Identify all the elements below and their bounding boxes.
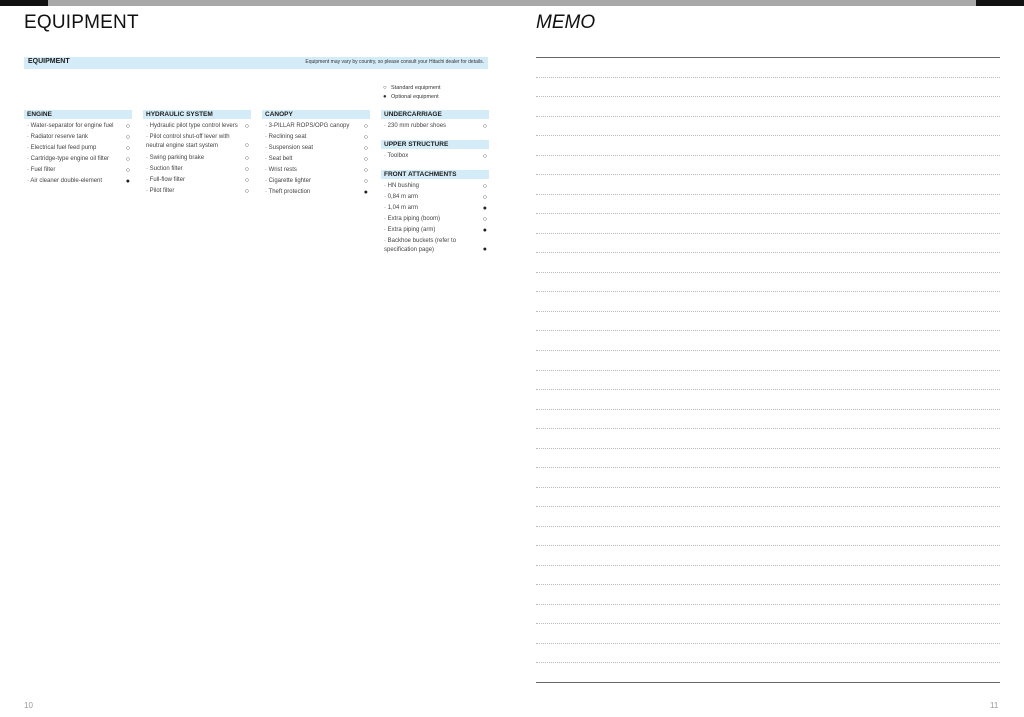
legend-standard-label: Standard equipment <box>391 84 441 91</box>
open-circle-icon: ○ <box>244 155 249 162</box>
section-heading: HYDRAULIC SYSTEM <box>143 110 251 119</box>
equipment-item <box>143 153 251 164</box>
filled-circle-icon: ● <box>383 93 387 100</box>
equipment-item <box>24 132 132 143</box>
equipment-item <box>381 225 489 236</box>
equipment-item <box>381 151 489 162</box>
memo-rule-dotted <box>536 487 1000 488</box>
legend-standard <box>383 83 441 92</box>
open-circle-icon: ○ <box>125 145 130 152</box>
equipment-item-label: · HN bushing <box>384 183 420 189</box>
equipment-item <box>143 164 251 175</box>
top-bar-grey <box>48 0 976 6</box>
memo-rule-dotted <box>536 370 1000 371</box>
memo-rule-dotted <box>536 350 1000 351</box>
memo-rule-dotted <box>536 448 1000 449</box>
equipment-item <box>262 121 370 132</box>
memo-rule-dotted <box>536 155 1000 156</box>
memo-rule-dotted <box>536 194 1000 195</box>
open-circle-icon: ○ <box>363 167 368 174</box>
equipment-item <box>381 181 489 192</box>
memo-rule-dotted <box>536 174 1000 175</box>
equipment-item <box>24 121 132 132</box>
equipment-item-label: · 0,84 m arm <box>384 194 419 200</box>
memo-rule-dotted <box>536 116 1000 117</box>
column-hydraulic <box>143 110 251 197</box>
section-heading: UPPER STRUCTURE <box>381 140 489 149</box>
page-title-equipment: EQUIPMENT <box>24 12 139 33</box>
equipment-item-label: · Wrist rests <box>265 167 297 173</box>
equipment-item-label: · Swing parking brake <box>146 155 205 161</box>
equipment-item <box>381 203 489 214</box>
memo-rule-dotted <box>536 291 1000 292</box>
equipment-item <box>262 165 370 176</box>
equipment-item <box>143 186 251 197</box>
memo-rule-dotted <box>536 565 1000 566</box>
memo-rule-dotted <box>536 545 1000 546</box>
memo-rule-dotted <box>536 584 1000 585</box>
top-color-bar <box>0 0 1024 6</box>
open-circle-icon: ○ <box>383 84 387 91</box>
column-undercarriage-structure-front <box>381 110 489 257</box>
equipment-item-label: · Seat belt <box>265 156 293 162</box>
filled-circle-icon: ● <box>482 205 487 212</box>
equipment-item-label: · Radiator reserve tank <box>27 134 89 140</box>
equipment-item <box>262 187 370 198</box>
open-circle-icon: ○ <box>363 145 368 152</box>
memo-rule-dotted <box>536 252 1000 253</box>
memo-rule-dotted <box>536 643 1000 644</box>
open-circle-icon: ○ <box>363 134 368 141</box>
equipment-item <box>262 132 370 143</box>
section-heading: FRONT ATTACHMENTS <box>381 170 489 179</box>
section-spacer <box>381 162 489 170</box>
open-circle-icon: ○ <box>244 142 249 149</box>
equipment-item <box>24 165 132 176</box>
open-circle-icon: ○ <box>482 123 487 130</box>
legend-optional-label: Optional equipment <box>391 93 439 100</box>
equipment-item <box>143 121 251 132</box>
legend <box>383 83 441 101</box>
equipment-item <box>381 121 489 132</box>
equipment-item-label: · Hydraulic pilot type control levers <box>146 123 238 129</box>
equipment-item-label: · Suspension seat <box>265 145 314 151</box>
equipment-item-label: · Suction filter <box>146 166 183 172</box>
equipment-item <box>143 175 251 186</box>
memo-rule-dotted <box>536 467 1000 468</box>
top-bar-left-dark <box>0 0 48 6</box>
memo-rule-dotted <box>536 311 1000 312</box>
top-bar-right-dark <box>976 0 1024 6</box>
memo-rule-dotted <box>536 604 1000 605</box>
equipment-item-label: · Toolbox <box>384 153 409 159</box>
equipment-item <box>381 214 489 225</box>
equipment-item-label: · Air cleaner double-element <box>27 178 103 184</box>
page-number-right: 11 <box>990 701 999 710</box>
section-heading: UNDERCARRIAGE <box>381 110 489 119</box>
equipment-item <box>24 176 132 187</box>
equipment-banner <box>24 57 488 69</box>
equipment-item <box>24 154 132 165</box>
open-circle-icon: ○ <box>244 177 249 184</box>
equipment-item-label: · Cartridge-type engine oil filter <box>27 156 110 162</box>
open-circle-icon: ○ <box>482 183 487 190</box>
page-title-memo: MEMO <box>536 12 596 33</box>
memo-rule-dotted <box>536 389 1000 390</box>
open-circle-icon: ○ <box>482 216 487 223</box>
equipment-item-label: · Cigarette lighter <box>265 178 312 184</box>
memo-rule-dotted <box>536 96 1000 97</box>
memo-rule-solid <box>536 57 1000 58</box>
equipment-item-label: · 230 mm rubber shoes <box>384 123 447 129</box>
memo-rule-dotted <box>536 135 1000 136</box>
section-heading: ENGINE <box>24 110 132 119</box>
equipment-item-label: · Reclining seat <box>265 134 307 140</box>
equipment-item-label: · Backhoe buckets (refer to specification page) <box>384 238 457 253</box>
equipment-item-label: · Extra piping (boom) <box>384 216 441 222</box>
open-circle-icon: ○ <box>244 123 249 130</box>
filled-circle-icon: ● <box>482 246 487 253</box>
equipment-item <box>381 192 489 203</box>
filled-circle-icon: ● <box>482 227 487 234</box>
equipment-item-label: · Fuel filter <box>27 167 56 173</box>
equipment-item <box>262 154 370 165</box>
memo-rule-dotted <box>536 662 1000 663</box>
section-spacer <box>381 132 489 140</box>
equipment-item-label: · Water-separator for engine fuel <box>27 123 114 129</box>
open-circle-icon: ○ <box>482 153 487 160</box>
memo-rule-dotted <box>536 272 1000 273</box>
page-number-left: 10 <box>24 701 33 710</box>
open-circle-icon: ○ <box>125 156 130 163</box>
memo-rule-dotted <box>536 233 1000 234</box>
memo-rule-solid <box>536 682 1000 683</box>
memo-rule-dotted <box>536 330 1000 331</box>
open-circle-icon: ○ <box>482 194 487 201</box>
memo-rule-dotted <box>536 526 1000 527</box>
memo-rule-dotted <box>536 77 1000 78</box>
equipment-banner-note: Equipment may vary by country, so please consult your Hitachi dealer for details. <box>305 59 484 65</box>
open-circle-icon: ○ <box>363 156 368 163</box>
open-circle-icon: ○ <box>363 123 368 130</box>
equipment-item-label: · 3-PILLAR ROPS/OPG canopy <box>265 123 350 129</box>
filled-circle-icon: ● <box>363 189 368 196</box>
equipment-item-label: · 1,04 m arm <box>384 205 419 211</box>
open-circle-icon: ○ <box>244 166 249 173</box>
equipment-item-label: · Extra piping (arm) <box>384 227 436 233</box>
memo-rule-dotted <box>536 409 1000 410</box>
column-canopy <box>262 110 370 198</box>
memo-rule-dotted <box>536 213 1000 214</box>
equipment-item-label: · Pilot control shut-off lever with neutral engine start system <box>146 134 230 149</box>
open-circle-icon: ○ <box>244 188 249 195</box>
open-circle-icon: ○ <box>125 134 130 141</box>
equipment-item-label: · Electrical fuel feed pump <box>27 145 97 151</box>
equipment-item <box>262 176 370 187</box>
section-heading: CANOPY <box>262 110 370 119</box>
equipment-item <box>262 143 370 154</box>
open-circle-icon: ○ <box>125 167 130 174</box>
memo-rule-dotted <box>536 506 1000 507</box>
equipment-item <box>143 132 251 153</box>
equipment-item-label: · Theft protection <box>265 189 311 195</box>
memo-rule-dotted <box>536 623 1000 624</box>
column-engine <box>24 110 132 187</box>
equipment-item <box>24 143 132 154</box>
open-circle-icon: ○ <box>363 178 368 185</box>
equipment-item-label: · Full-flow filter <box>146 177 186 183</box>
memo-rule-dotted <box>536 428 1000 429</box>
filled-circle-icon: ● <box>125 178 130 185</box>
equipment-banner-label: EQUIPMENT <box>28 58 70 65</box>
equipment-item <box>381 236 489 257</box>
open-circle-icon: ○ <box>125 123 130 130</box>
equipment-item-label: · Pilot filter <box>146 188 175 194</box>
legend-optional <box>383 92 441 101</box>
